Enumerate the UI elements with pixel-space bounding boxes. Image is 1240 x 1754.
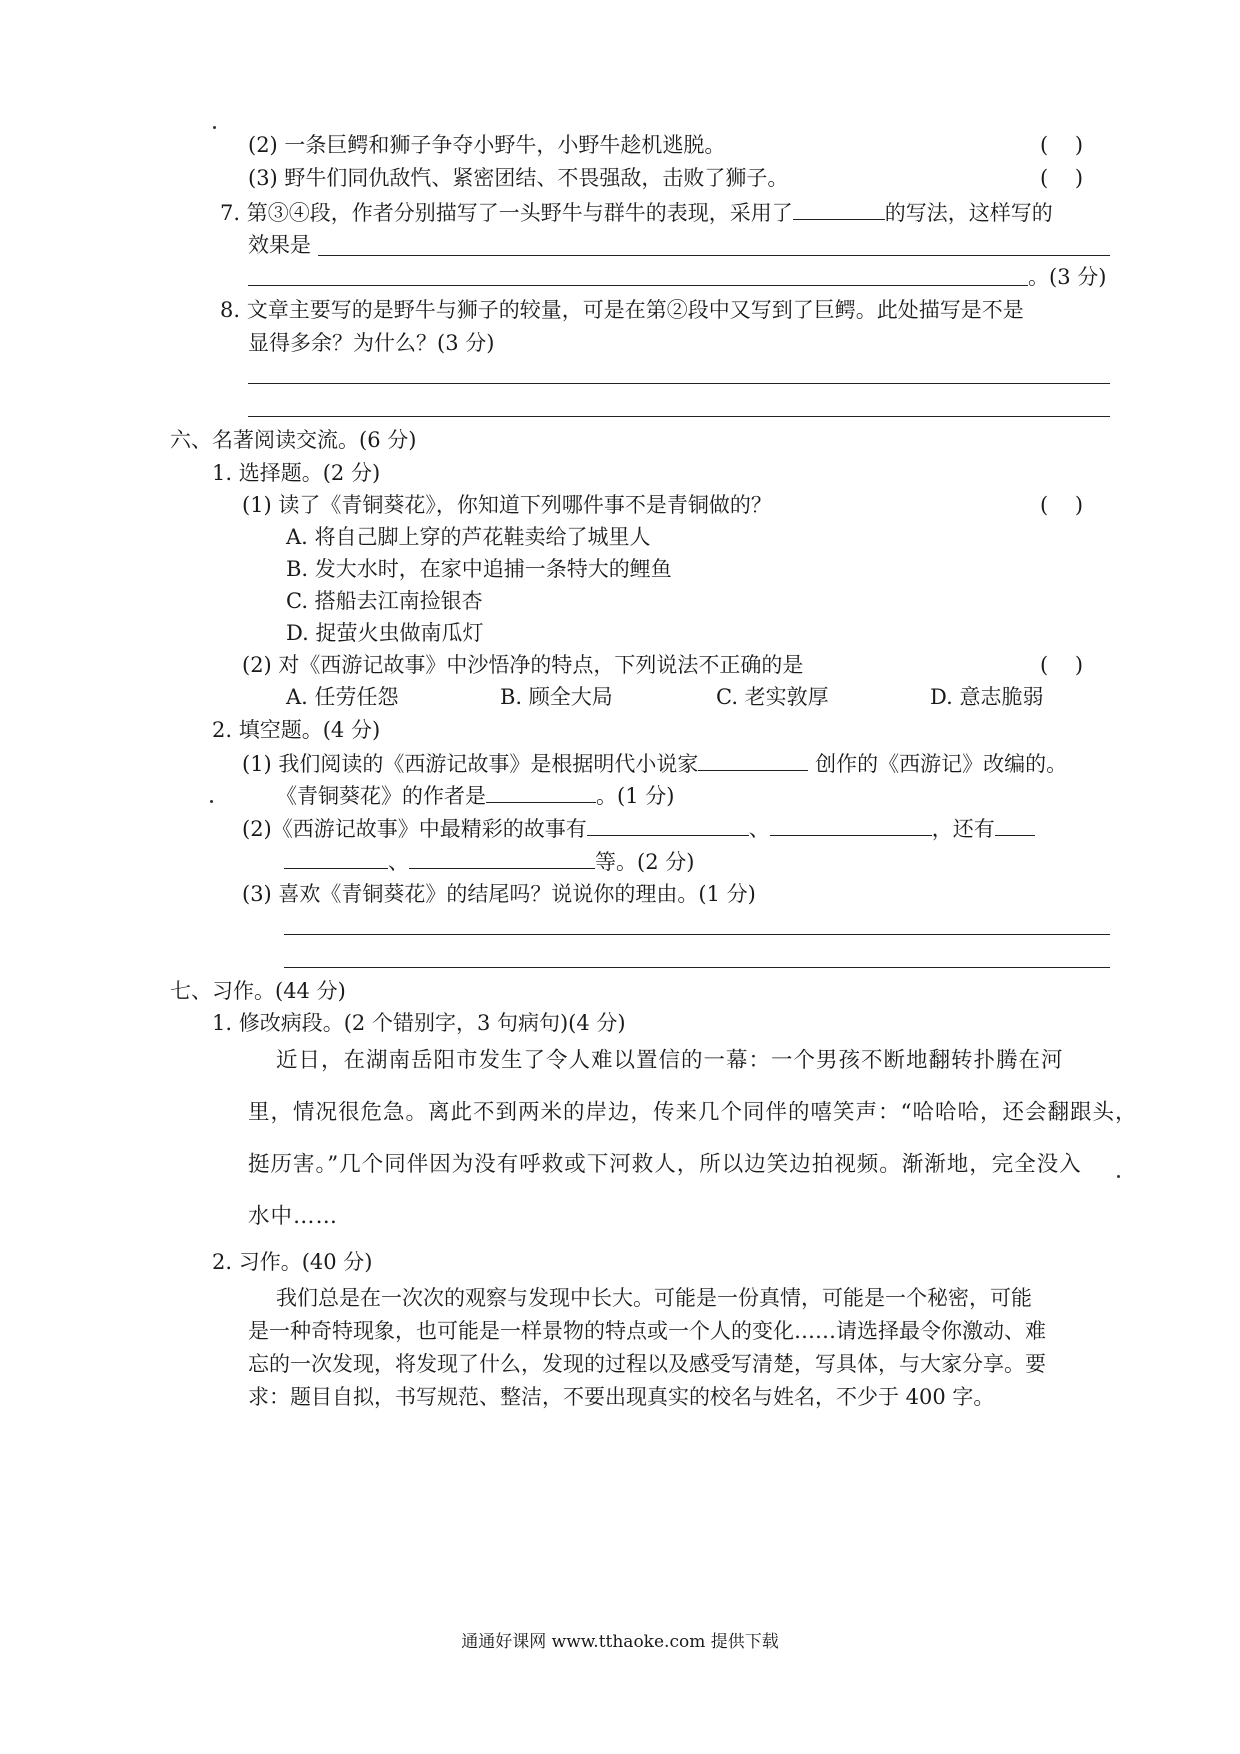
answer-paren[interactable]: ( ) (1040, 653, 1084, 677)
option-b: B. 发大水时，在家中追捕一条特大的鲤鱼 (286, 557, 672, 581)
blank-story-4[interactable] (409, 846, 595, 869)
section-7-title: 七、习作。(44 分) (170, 979, 346, 1003)
prompt-line-1: 我们总是在一次次的观察与发现中长大。可能是一份真情，可能是一个秘密，可能 (276, 1286, 1032, 1310)
scan-speck (210, 800, 213, 803)
q7-blank-technique[interactable] (793, 197, 885, 220)
s6-q1-title: 1. 选择题。(2 分) (212, 461, 381, 485)
s6-q2-3: (3) 喜欢《青铜葵花》的结尾吗？说说你的理由。(1 分) (242, 882, 756, 906)
passage-line-2: 里，情况很危急。离此不到两米的岸边，传来几个同伴的嘻笑声：“哈哈哈，还会翻跟头， (248, 1100, 1138, 1125)
s7-q1-title: 1. 修改病段。(2 个错别字，3 句病句)(4 分) (212, 1011, 626, 1035)
footer-credit: 通通好课网 www.tthaoke.com 提供下载 (461, 1632, 779, 1652)
blank-story-3-cont[interactable] (284, 846, 388, 869)
s6-q2-1-text-a: (1) 我们阅读的《西游记故事》是根据明代小说家 (242, 752, 699, 776)
blank-author[interactable] (486, 780, 596, 803)
blank-story-3[interactable] (995, 813, 1035, 836)
q7-effect-label: 效果是 (248, 233, 311, 257)
option-d: D. 捉萤火虫做南瓜灯 (286, 621, 484, 645)
s7-q2-title: 2. 习作。(40 分) (212, 1250, 373, 1274)
option-c: C. 老实敦厚 (716, 685, 829, 709)
answer-line[interactable] (284, 967, 1110, 968)
answer-line[interactable] (284, 934, 1110, 935)
answer-line[interactable] (248, 383, 1110, 384)
q5-item-3: (3) 野牛们同仇敌忾、紧密团结、不畏强敌，击败了狮子。 (248, 166, 789, 190)
q7-score: 。(3 分) (1028, 265, 1107, 289)
question-8-line2: 显得多余？为什么？(3 分) (248, 331, 495, 355)
answer-line[interactable] (318, 255, 1110, 256)
prompt-line-4: 求：题目自拟，书写规范、整洁，不要出现真实的校名与姓名，不少于 400 字。 (248, 1385, 995, 1409)
question-7 (220, 197, 1053, 227)
s6-q2-1-text-c: 《青铜葵花》的作者是 (276, 784, 486, 808)
section-6-title: 六、名著阅读交流。(6 分) (170, 428, 417, 452)
s6-q2-title: 2. 填空题。(4 分) (212, 718, 381, 742)
answer-line[interactable] (248, 416, 1110, 417)
s6-q2-1-author (276, 780, 674, 810)
question-8-line1: 8. 文章主要写的是野牛与狮子的较量，可是在第②段中又写到了巨鳄。此处描写是不是 (220, 298, 1024, 322)
s6-q2-1-text-d: 。(1 分) (596, 784, 675, 808)
s6-q2-2-text-a: (2)《西游记故事》中最精彩的故事有 (242, 817, 587, 841)
q7-text-a: 7. 第③④段，作者分别描写了一头野牛与群牛的表现，采用了 (220, 201, 793, 225)
s6-q2-1-text-b: 创作的《西游记》改编的。 (815, 752, 1068, 776)
s6-q1-1: (1) 读了《青铜葵花》，你知道下列哪件事不是青铜做的？ (242, 493, 772, 517)
s6-q2-2-sep: 、 (748, 817, 770, 841)
scan-speck (1117, 1175, 1120, 1178)
q7-text-b: 的写法，这样写的 (884, 201, 1053, 225)
prompt-line-3: 忘的一次发现，将发现了什么，发现的过程以及感受写清楚，写具体，与大家分享。要 (248, 1352, 1046, 1376)
option-a: A. 将自己脚上穿的芦花鞋卖给了城里人 (286, 525, 651, 549)
passage-line-1: 近日，在湖南岳阳市发生了令人难以置信的一幕：一个男孩不断地翻转扑腾在河 (276, 1048, 1064, 1073)
option-d: D. 意志脆弱 (930, 685, 1044, 709)
answer-paren[interactable]: ( ) (1040, 166, 1084, 190)
blank-novelist[interactable] (698, 748, 808, 771)
s6-q2-2 (242, 813, 1035, 843)
blank-story-1[interactable] (587, 813, 749, 836)
s6-q1-2: (2) 对《西游记故事》中沙悟净的特点，下列说法不正确的是 (242, 653, 804, 677)
blank-story-2[interactable] (770, 813, 932, 836)
answer-paren[interactable]: ( ) (1040, 133, 1084, 157)
s6-q2-1 (242, 748, 1067, 778)
passage-line-3: 挺历害。”几个同伴因为没有呼救或下河救人，所以边笑边拍视频。渐渐地，完全没入 (248, 1152, 1082, 1177)
answer-paren[interactable]: ( ) (1040, 493, 1084, 517)
s6-q2-2-cont (284, 846, 694, 876)
s6-q2-2-text-c: 等。(2 分) (595, 850, 695, 874)
scan-speck (213, 126, 216, 129)
q5-item-2: (2) 一条巨鳄和狮子争夺小野牛，小野牛趁机逃脱。 (248, 133, 726, 157)
prompt-line-2: 是一种奇特现象，也可能是一样景物的特点或一个人的变化……请选择最令你激动、难 (248, 1319, 1046, 1343)
s6-q2-2-sep: 、 (388, 850, 409, 874)
option-a: A. 任劳任怨 (286, 685, 399, 709)
option-b: B. 顾全大局 (500, 685, 613, 709)
s6-q2-2-text-b: ，还有 (931, 817, 995, 841)
answer-line[interactable] (248, 285, 1028, 286)
passage-line-4: 水中…… (248, 1204, 339, 1229)
option-c: C. 搭船去江南捡银杏 (286, 589, 483, 613)
